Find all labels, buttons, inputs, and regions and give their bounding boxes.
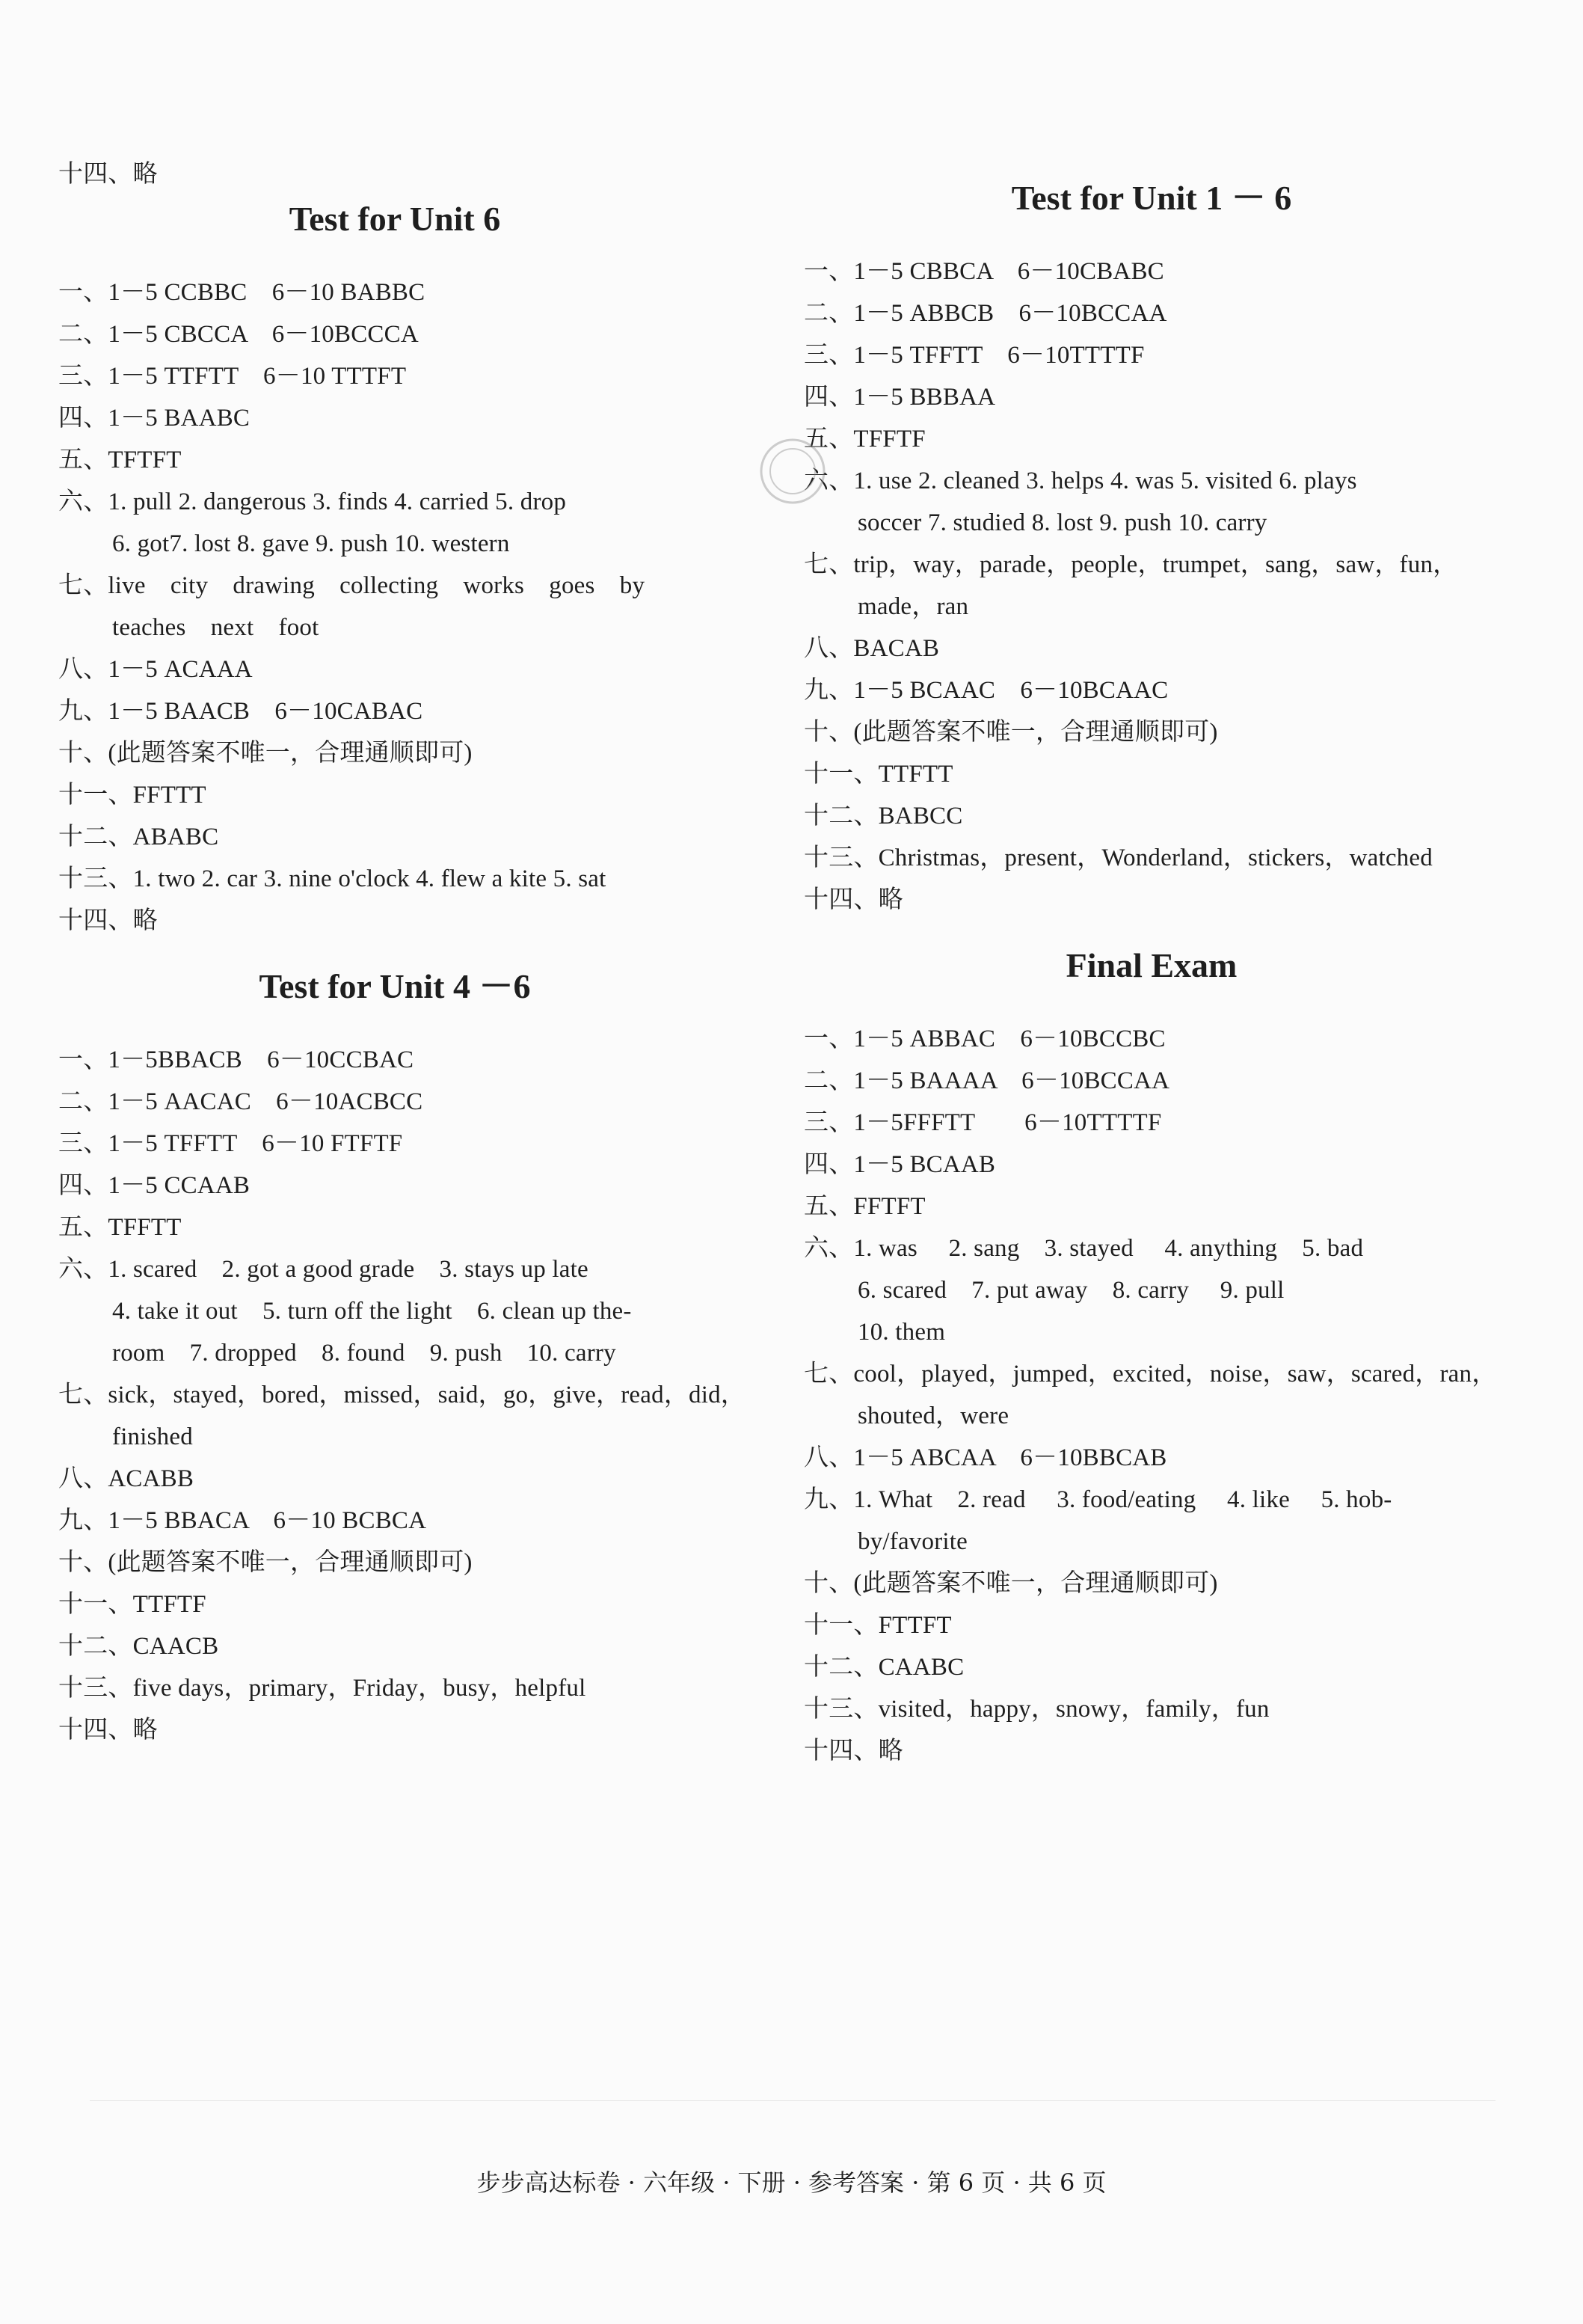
- answer-line: 三、1－5FFFTT 6－10TTTTF: [804, 1109, 1162, 1136]
- answer-line: 十二、BABCC: [804, 803, 963, 830]
- answer-line: 十一、FTTFT: [804, 1612, 952, 1639]
- answer-line: 六、1. was 2. sang 3. stayed 4. anything 5. bad: [804, 1235, 1364, 1262]
- answer-line: 十二、CAACB: [58, 1633, 219, 1660]
- answer-line: 八、1－5 ABCAA 6－10BBCAB: [804, 1444, 1167, 1471]
- answer-line: 二、1－5 AACAC 6－10ACBCC: [58, 1088, 423, 1115]
- answer-line: 九、1－5 BCAAC 6－10BCAAC: [804, 677, 1169, 704]
- answer-line: 十一、TTFTT: [804, 761, 953, 788]
- answer-line: 二、1－5 BAAAA 6－10BCCAA: [804, 1067, 1170, 1094]
- answer-line: 十四、略: [804, 1738, 903, 1765]
- right-column: [804, 176, 1499, 1772]
- section-answers: [58, 1039, 746, 1751]
- answer-line: 六、1. use 2. cleaned 3. helps 4. was 5. visited 6. plays: [804, 467, 1357, 494]
- answer-line: 九、1－5 BBACA 6－10 BCBCA: [58, 1507, 427, 1534]
- answer-line: 十四、略: [58, 1717, 158, 1744]
- answer-line-continuation: by/favorite: [858, 1528, 968, 1555]
- answer-line: 十三、five days，primary，Friday，busy，helpful: [58, 1675, 586, 1702]
- answer-line: 十二、ABABC: [58, 824, 219, 850]
- answer-line: 九、1－5 BAACB 6－10CABAC: [58, 698, 423, 725]
- answer-line: 十四、略: [58, 907, 158, 934]
- answer-line: 四、1－5 CCAAB: [58, 1172, 250, 1199]
- answer-line-continuation: 10. them: [858, 1319, 946, 1346]
- answer-line-continuation: 6. scared 7. put away 8. carry 9. pull: [858, 1277, 1285, 1304]
- answer-line: 七、live city drawing collecting works goes by: [58, 572, 645, 599]
- answer-line: 十、(此题答案不唯一，合理通顺即可): [58, 1549, 473, 1576]
- answer-line: 十、(此题答案不唯一，合理通顺即可): [58, 740, 473, 767]
- answer-line: 五、TFFTF: [804, 426, 926, 453]
- answer-line: 十一、FFTTT: [58, 782, 206, 809]
- answer-line-continuation: finished: [112, 1423, 193, 1450]
- answer-line: 一、1－5 ABBAC 6－10BCCBC: [804, 1025, 1166, 1052]
- answer-line: 一、1－5 CBBCA 6－10CBABC: [804, 258, 1164, 285]
- footer-divider: [90, 2100, 1496, 2101]
- answer-line: 二、1－5 CBCCA 6－10BCCCA: [58, 321, 419, 348]
- answer-line: 十四、略: [804, 886, 903, 913]
- answer-line-continuation: room 7. dropped 8. found 9. push 10. carry: [112, 1340, 616, 1367]
- answer-line: 四、1－5 BBBAA: [804, 384, 996, 411]
- answer-line: 八、1－5 ACAAA: [58, 656, 253, 683]
- answer-line: 八、ACABB: [58, 1465, 194, 1492]
- answer-line: 八、BACAB: [804, 635, 940, 662]
- answer-line: 十二、CAABC: [804, 1654, 965, 1681]
- answer-line: 十三、Christmas，present，Wonderland，stickers，watched: [804, 844, 1433, 871]
- answer-line: 七、trip，way，parade，people，trumpet，sang，saw，fun，: [804, 551, 1458, 578]
- answer-line-continuation: made，ran: [858, 593, 969, 620]
- section-answers: [58, 272, 731, 942]
- answer-line: 十三、1. two 2. car 3. nine o'clock 4. flew a kite 5. sat: [58, 865, 606, 892]
- answer-line-continuation: 4. take it out 5. turn off the light 6. clean up the-: [112, 1298, 632, 1325]
- section-title: Final Exam: [1066, 946, 1238, 984]
- answer-line: 十、(此题答案不唯一，合理通顺即可): [804, 1570, 1218, 1597]
- section-title: Test for Unit 1 － 6: [1011, 179, 1292, 217]
- watermark-stamp: [751, 430, 834, 512]
- answer-line: 九、1. What 2. read 3. food/eating 4. like 5. hob-: [804, 1486, 1392, 1513]
- answer-line: 十、(此题答案不唯一，合理通顺即可): [804, 719, 1218, 746]
- answer-line: 一、1－5BBACB 6－10CCBAC: [58, 1046, 414, 1073]
- left-column: [58, 153, 746, 1751]
- answer-line: 十三、visited，happy，snowy，family，fun: [804, 1696, 1270, 1723]
- answer-line-continuation: 6. got7. lost 8. gave 9. push 10. western: [112, 530, 510, 557]
- answer-line: 四、1－5 BAABC: [58, 405, 250, 432]
- section-answers: [804, 1018, 1499, 1772]
- answer-line: 三、1－5 TFFTT 6－10 FTFTF: [58, 1130, 403, 1157]
- answer-line: 二、1－5 ABBCB 6－10BCCAA: [804, 300, 1167, 327]
- answer-line-continuation: shouted，were: [858, 1402, 1009, 1429]
- section-title: Test for Unit 4 －6: [259, 967, 531, 1005]
- answer-line: 三、1－5 TTFTT 6－10 TTTFT: [58, 363, 407, 390]
- answer-line: 五、TFTFT: [58, 447, 182, 473]
- answer-line: 一、1－5 CCBBC 6－10 BABBC: [58, 279, 425, 306]
- page-footer: 步步高达标卷 · 六年级 · 下册 · 参考答案 · 第 6 页 · 共 6 页: [476, 2168, 1107, 2197]
- section-answers: [804, 251, 1499, 921]
- answer-line: 四、1－5 BCAAB: [804, 1151, 996, 1178]
- section-title: Test for Unit 6: [289, 200, 501, 238]
- answer-line-continuation: teaches next foot: [112, 614, 319, 641]
- answer-line: 十四、略: [58, 161, 158, 188]
- answer-line: 三、1－5 TFFTT 6－10TTTTF: [804, 342, 1145, 369]
- answer-line: 六、1. pull 2. dangerous 3. finds 4. carried 5. drop: [58, 488, 567, 515]
- answer-line: 六、1. scared 2. got a good grade 3. stays up late: [58, 1256, 588, 1283]
- answer-line: 七、sick，stayed，bored，missed，said，go，give，read，did，: [58, 1382, 746, 1408]
- answer-line: 十一、TTFTF: [58, 1591, 206, 1618]
- answer-line: 五、FFTFT: [804, 1193, 926, 1220]
- answer-line-continuation: soccer 7. studied 8. lost 9. push 10. carry: [858, 509, 1267, 536]
- answer-line: 五、TFFTT: [58, 1214, 182, 1241]
- answer-line: 七、cool，played，jumped，excited，noise，saw，scared，ran，: [804, 1361, 1497, 1388]
